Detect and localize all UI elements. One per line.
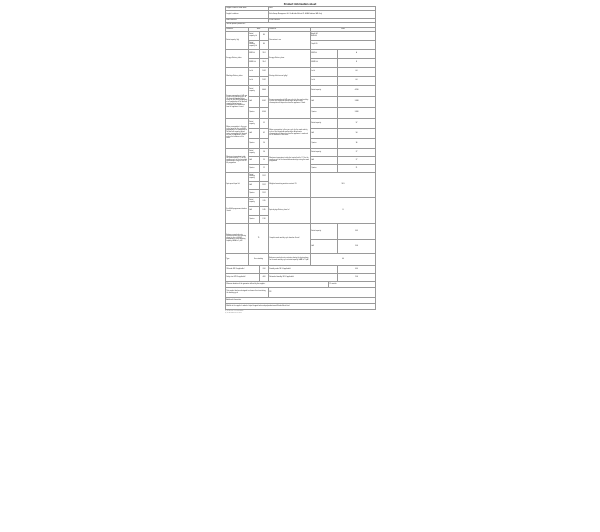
drying-noise-label: Airborne acoustical noise emissions during the drying phase for the wash and dry cycle at rated capacity (dB(A) re 1 pW) <box>269 254 311 266</box>
type-value: Free standing <box>249 254 269 266</box>
energy2-label: Energy consumption in kWh per cycle, for the wash and dry cycle of the household washer-dryer. Actual energy consumption will depend on how the appliance is used. <box>269 86 311 119</box>
additional-info-label: Additional information: <box>226 298 376 304</box>
spin-sub-1: Rated washing capacity <box>249 173 260 182</box>
energy-sub-3: Quarter <box>249 108 260 119</box>
temp-row-1 <box>226 149 376 157</box>
energy-row-1 <box>226 86 376 97</box>
warranty-label: Minimum duration of the guarantee offered by the supplier: <box>226 282 329 288</box>
moisture-label: Weighted remaining moisture content (%) <box>269 173 311 198</box>
spin-value-1: 1351 <box>260 173 269 182</box>
spin-value-2: 1351 <box>260 182 269 190</box>
temp-sub-1: Rated capacity <box>249 149 260 157</box>
water-value-2: 42 <box>260 129 269 139</box>
water-value-1: 53 <box>260 119 269 129</box>
duration-value-1: 3:35 <box>260 198 269 207</box>
value-col-header: Value <box>249 28 269 32</box>
temp-label: Maximum temperature inside the treated textile (°C) for the washing cycle of the household washer-dryer using the eco 40-60 programme <box>226 149 249 173</box>
energy-sub-1: Rated capacity <box>249 86 260 97</box>
water-sub-2: Half <box>249 129 260 139</box>
footnote-a: (a) For the eco 40-60 programme. <box>225 311 244 312</box>
off-mode-value: 0,50 <box>260 266 269 274</box>
spin-label: Spin speed (rpm) (a) <box>226 173 249 198</box>
airborne-value: 75 <box>249 224 269 254</box>
spin-sub-2: Half <box>249 182 260 190</box>
wash-dry-sub-2: Half <box>311 240 338 254</box>
duration-sub-3: Quarter <box>249 216 260 224</box>
document-title: Product information sheet <box>283 3 317 6</box>
standby-value: 0,50 <box>338 266 376 274</box>
weblink-label[interactable]: Weblink to the supplier's website: https://support.beko.eu/aspx/productsearch/ProductSheet.html <box>226 304 376 310</box>
temp-sub-3: Quarter <box>249 165 260 173</box>
footnote-b: (b) For the wash and dry cycle. <box>225 312 242 314</box>
water2-label: Water consumption in litres per cycle for the wash and dry cycle of the household washer-dryer. Actual water consumption will depend on how the appliance is used and on the hardness of the water. <box>269 119 311 149</box>
duration-value-2: 2:45 <box>260 207 269 216</box>
dim-height: Height 84 <box>311 34 318 36</box>
wash-dry-sub-1: Rated capacity <box>311 224 338 240</box>
duration-label: Eco 40-60 programme duration (h:min) <box>226 198 249 224</box>
silver-ions-row <box>226 288 376 298</box>
silver-ions-value: NO <box>269 288 376 298</box>
wei-row <box>226 68 376 77</box>
washing-capacity-sub: Rated washing capacity (a) <box>249 41 260 50</box>
energy-class-sub-wd: EEIWD (a) <box>311 59 338 68</box>
supplier-address-row <box>226 11 376 19</box>
airborne-label: Airborne acoustical noise emissions during the spinning phase for the eco 40-60 programme at rated washing capacity (dB(A) re 1 pW) <box>226 224 249 254</box>
water-sub-1: Rated capacity <box>249 119 260 129</box>
wei-value-1: 1,031 <box>260 68 269 77</box>
energy-value-3: 0,260 <box>260 108 269 119</box>
capacity-row <box>226 32 376 41</box>
energy2-sub-2: Half <box>311 97 338 108</box>
standby-label: Standby mode (W) (if applicable) <box>269 266 338 274</box>
water2-value-3: 36 <box>338 139 376 149</box>
model-identifier-label: Model identifier: <box>226 19 269 23</box>
silver-ions-label: This product has been designed to release silver ions during the washing cycle <box>226 288 269 298</box>
energy-label: Energy consumption in kWh per cycle, for the washing cycle of the household washer-dryer, using the eco 40-60 programme at a combination of full and half capacity. Actual energy consumption will depend on how the appliance is used. <box>226 86 249 119</box>
spin-sub-3: Quarter <box>249 190 260 198</box>
energy-class-w: A <box>338 50 376 59</box>
dimensions-values <box>311 32 376 41</box>
supplier-name-value: BEKO <box>269 7 376 11</box>
rinsing-value-1: 4,0 <box>338 68 376 77</box>
spin-class-label: Spin-drying efficiency class (a) <box>269 198 311 224</box>
energy2-sub-3: Quarter <box>311 108 338 119</box>
capacity-label: Rated capacity (kg) <box>226 32 249 50</box>
water-row-1 <box>226 119 376 129</box>
duration-value-3: 2:30 <box>260 216 269 224</box>
footnotes <box>225 311 375 314</box>
water-sub-3: Quarter <box>249 139 260 149</box>
wei-sub-1: Iw (a) <box>249 68 260 77</box>
water2-sub-3: Quarter <box>311 139 338 149</box>
moisture-value: 53,9 <box>311 173 376 198</box>
energy-class-wd: B <box>338 59 376 68</box>
temp-sub-2: Half <box>249 157 260 165</box>
spin-class-value: B <box>311 198 376 224</box>
supplier-address-label: Supplier's address: <box>226 11 269 19</box>
energy-class-label: Energy efficiency class <box>269 50 311 68</box>
energy-value-1: 0,460 <box>260 86 269 97</box>
water2-sub-2: Half <box>311 129 338 139</box>
wei-label: Washing efficiency index <box>226 68 249 86</box>
water2-value-2: 54 <box>338 129 376 139</box>
wash-dry-duration-label: Complete wash and dry cycle duration (h:min) <box>269 224 311 254</box>
temp-value-3: 22 <box>260 165 269 173</box>
dim-depth: Depth 55 <box>311 41 376 50</box>
energy2-sub-1: Rated capacity <box>311 86 338 97</box>
temp2-label: Maximum temperature inside the treated textile (°C) for the washing cycle of the household washer-dryer using the wash programme <box>269 149 311 173</box>
energy-sub-2: Half <box>249 97 260 108</box>
drying-noise-value: 66 <box>311 254 376 266</box>
temp2-sub-3: Quarter <box>311 165 338 173</box>
type-row <box>226 254 376 266</box>
rinsing-sub-2: Iw (a) <box>311 77 338 86</box>
energy2-value-2: 2,088 <box>338 97 376 108</box>
networked-standby-value: 2,00 <box>338 274 376 282</box>
eei-sub-w: EEIW (a) <box>249 50 260 59</box>
energy-value-2: 0,361 <box>260 97 269 108</box>
param-col-header: Parameter <box>226 28 249 32</box>
info-table <box>225 6 376 310</box>
energy2-value-1: 4,766 <box>338 86 376 97</box>
supplier-name-label: Supplier's name or trade mark: <box>226 7 269 11</box>
dimensions-label: Dimensions in cm <box>269 32 311 50</box>
value2-col-header: Value <box>311 28 376 32</box>
rinsing-value-2: 4,0 <box>338 77 376 86</box>
washing-capacity-value: 8,0 <box>260 41 269 50</box>
product-information-sheet <box>225 3 375 314</box>
eei-row <box>226 50 376 59</box>
wash-dry-value-1: 5:53 <box>338 224 376 240</box>
eei-value-wd: 52,4 <box>260 59 269 68</box>
water2-sub-1: Rated capacity <box>311 119 338 129</box>
temp2-value-1: 27 <box>338 149 376 157</box>
capacity-value: 8,0 <box>260 32 269 41</box>
off-mode-label: Off-mode (W) (if applicable) <box>226 266 260 274</box>
param2-col-header: Parameter <box>269 28 311 32</box>
rinsing-sub-1: Iw (a) <box>311 68 338 77</box>
wash-dry-value-2: 3:00 <box>338 240 376 254</box>
supplier-address-value: Beko Europe Management Srl, Via Aristide Merloni 47, 60044 Fabriano (AN), Italy <box>269 11 376 19</box>
duration-sub-2: Half <box>249 207 260 216</box>
duration-row-1 <box>226 198 376 207</box>
temp2-sub-1: Rated capacity <box>311 149 338 157</box>
wei-value-2: 1,031 <box>260 77 269 86</box>
networked-standby-label: Networked standby (W) (if applicable) <box>269 274 338 282</box>
delay-start-row <box>226 274 376 282</box>
temp-value-1: 34 <box>260 149 269 157</box>
airborne-row-1 <box>226 224 376 240</box>
temp2-value-2: 27 <box>338 157 376 165</box>
eei-label: Energy efficiency index <box>226 50 249 68</box>
capacity-sub: Rated capacity (a) <box>249 32 260 41</box>
eei-value-w: 51,8 <box>260 50 269 59</box>
duration-sub-1: Rated capacity <box>249 198 260 207</box>
water-value-3: 36 <box>260 139 269 149</box>
delay-start-value: 4,00 <box>260 274 269 282</box>
dim-width: Width 60 <box>311 36 317 37</box>
delay-start-label: Delay start (W) (if applicable) <box>226 274 260 282</box>
water-label: Water consumption in litres per cycle, based on the eco 40-60 programme at a combination of full and half capacity. Actual water consumption will depend on how the appliance is used and on the hardness of the water. <box>226 119 249 149</box>
energy-class-sub-w: EEIW (a) <box>311 50 338 59</box>
weblink-row <box>226 304 376 310</box>
spin-row-1 <box>226 173 376 182</box>
rinsing-label: Rinsing effectiveness (g/kg) <box>269 68 311 86</box>
off-mode-row <box>226 266 376 274</box>
model-identifier-value: WTV8724XWDS <box>269 19 376 23</box>
water2-value-1: 97 <box>338 119 376 129</box>
general-parameters-heading: General product parameters: <box>226 23 376 28</box>
type-label: Type <box>226 254 249 266</box>
wei-sub-2: Iw (a) <box>249 77 260 86</box>
temp2-sub-2: Half <box>311 157 338 165</box>
temp-value-2: 30 <box>260 157 269 165</box>
warranty-value: 12 months <box>329 282 376 288</box>
energy2-value-3: 2,080 <box>338 108 376 119</box>
temp2-value-3: 21 <box>338 165 376 173</box>
spin-value-3: 1351 <box>260 190 269 198</box>
eei-sub-wd: EEIWD (a) <box>249 59 260 68</box>
